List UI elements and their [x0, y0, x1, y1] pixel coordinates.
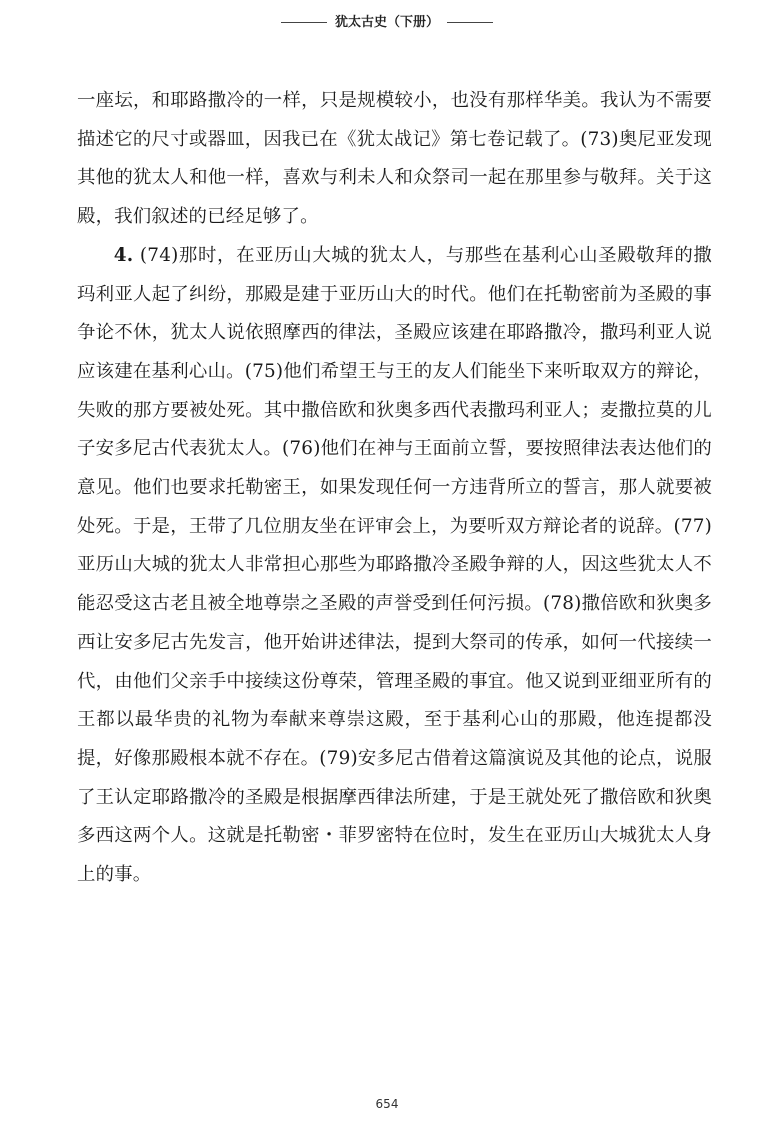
header-rule-right	[447, 22, 493, 23]
section-4-text: (74)那时，在亚历山大城的犹太人，与那些在基利心山圣殿敬拜的撒玛利亚人起了纠纷，那殿是建于亚历山大的时代。他们在托勒密前为圣殿的事争论不休，犹太人说依照摩西的律法，圣殿应该建在耶路撒冷，撒玛利亚人说应该建在基利心山。(75)他们希望王与王的友人们能坐下来听取双方的辩论，失败的那方要被处死。其中撒倍欧和狄奥多西代表撒玛利亚人；麦撒拉莫的儿子安多尼古代表犹太人。(76)他们在神与王面前立誓，要按照律法表达他们的意见。他们也要求托勒密王，如果发现任何一方违背所立的誓言，那人就要被处死。于是，王带了几位朋友坐在评审会上，为要听双方辩论者的说辞。(77)亚历山大城的犹太人非常担心那些为耶路撒冷圣殿争辩的人，因这些犹太人不能忍受这古老且被全地尊崇之圣殿的声誉受到任何污损。(78)撒倍欧和狄奥多西让安多尼古先发言，他开始讲述律法，提到大祭司的传承，如何一代接续一代，由他们父亲手中接续这份尊荣，管理圣殿的事宜。他又说到亚细亚所有的王都以最华贵的礼物为奉献来尊崇这殿，至于基利心山的那殿，他连提都没提，好像那殿根本就不存在。(79)安多尼古借着这篇演说及其他的论点，说服了王认定耶路撒冷的圣殿是根据摩西律法所建，于是王就处死了撒倍欧和狄奥多西这两个人。这就是托勒密・菲罗密特在位时，发生在亚历山大城犹太人身上的事。	[77, 244, 713, 886]
paragraph-section-4	[77, 237, 712, 895]
header-rule-left	[281, 22, 327, 23]
page-number: 654	[375, 1097, 399, 1111]
running-title: 犹太古史（下册）	[334, 15, 439, 30]
section-number: 4.	[113, 244, 134, 266]
paragraph-continuation: 一座坛，和耶路撒冷的一样，只是规模较小，也没有那样华美。我认为不需要描述它的尺寸或器皿，因我已在《犹太战记》第七卷记载了。(73)奥尼亚发现其他的犹太人和他一样，喜欢与利未人和众祭司一起在那里参与敬拜。关于这殿，我们叙述的已经足够了。	[77, 90, 712, 228]
body-text	[77, 82, 712, 895]
running-header	[0, 14, 774, 32]
